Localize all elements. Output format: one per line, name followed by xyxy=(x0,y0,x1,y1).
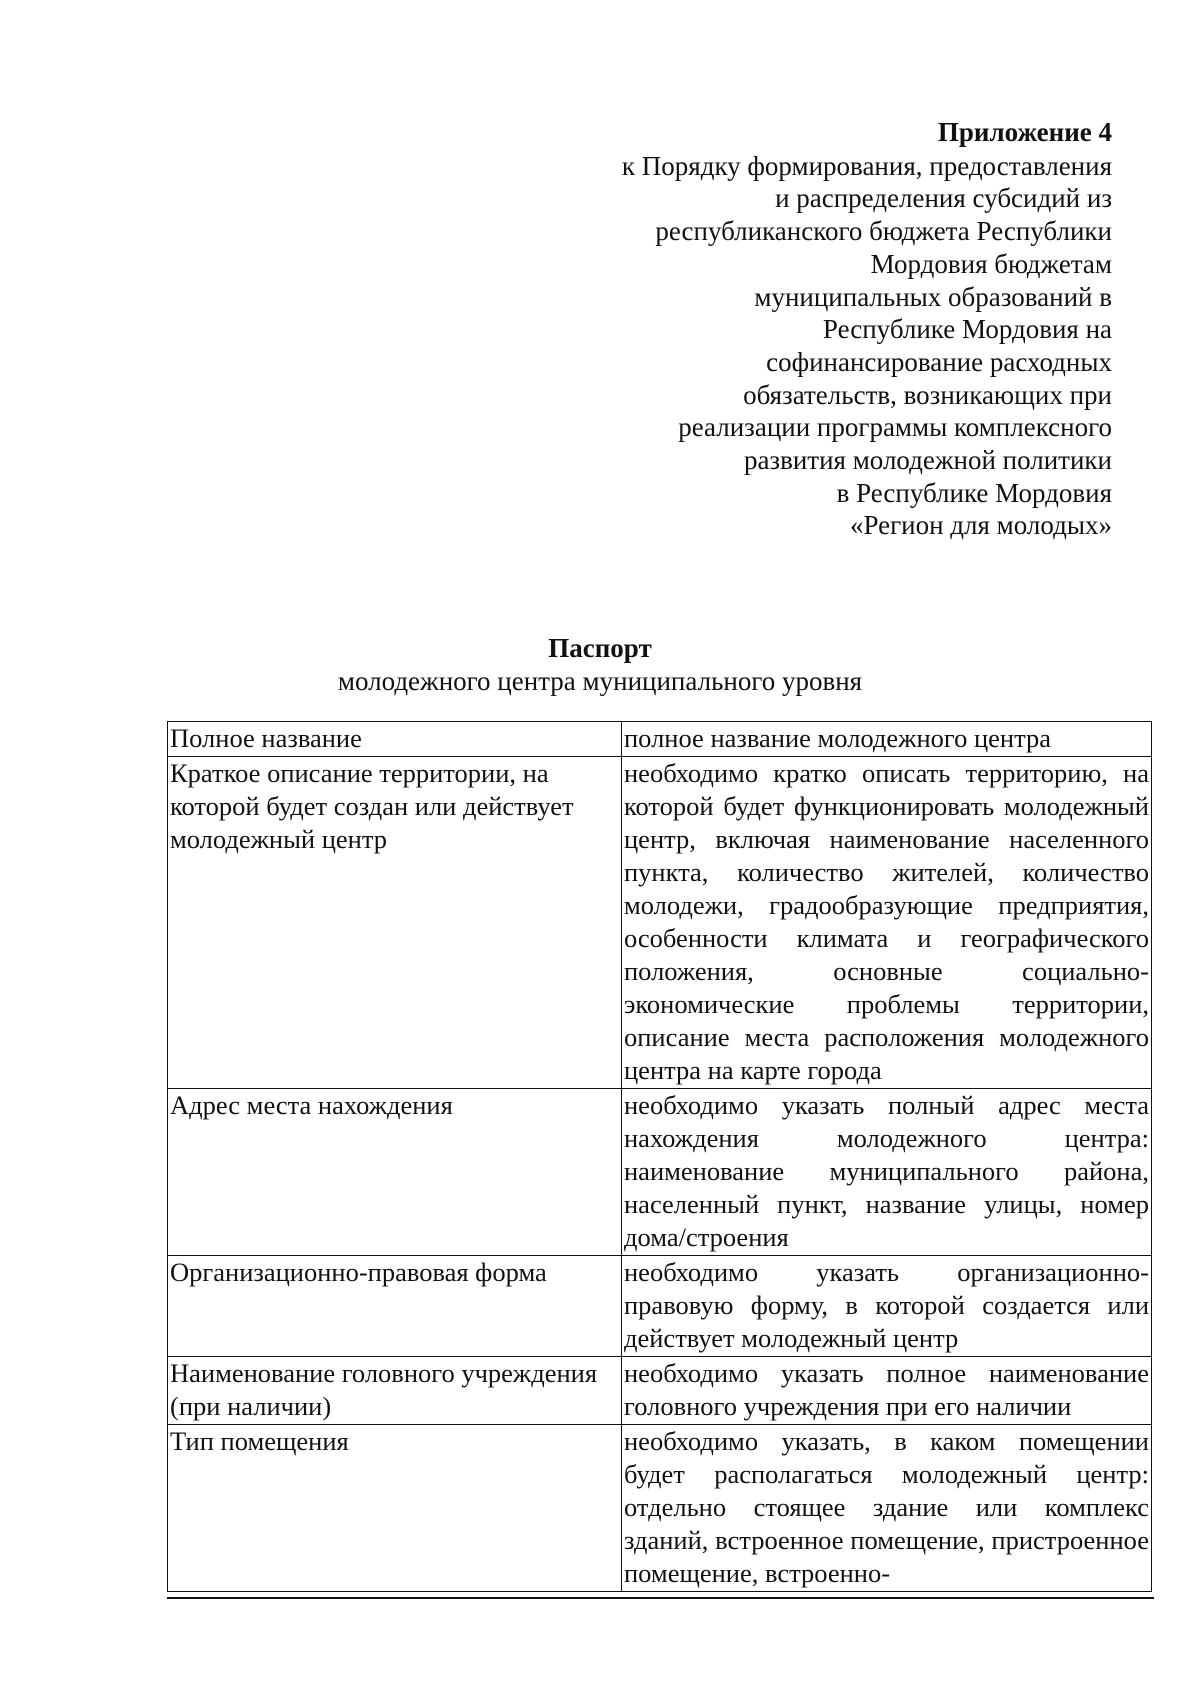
appendix-line: и распределения субсидий из xyxy=(775,183,1112,214)
appendix-line: развития молодежной политики xyxy=(743,445,1112,476)
appendix-line: Мордовия бюджетам xyxy=(870,248,1112,279)
row-value: необходимо указать полное наименование головного учреждения при его наличии xyxy=(622,1357,1152,1425)
passport-subtitle: молодежного центра муниципального уровня xyxy=(337,666,863,696)
row-value: полное название молодежного центра xyxy=(622,722,1152,757)
row-value: необходимо кратко описать территорию, на которой будет функционировать молодежный центр, включая наименование населенного пункта, количество жителей, количество молодежи, градообразующие предприятия, особенности климата и географического положения, основные социально-экономические проблемы территории, описание места расположения молодежного центра на карте города xyxy=(622,757,1152,1089)
appendix-line: муниципальных образований в xyxy=(754,281,1112,312)
row-label: Адрес места нахождения xyxy=(168,1089,622,1256)
table-row xyxy=(168,1256,1152,1357)
table-row xyxy=(168,1357,1152,1425)
appendix-line: «Регион для молодых» xyxy=(849,510,1112,541)
table-row xyxy=(168,722,1152,757)
table-row xyxy=(168,1089,1152,1256)
row-label: Организационно-правовая форма xyxy=(168,1256,622,1357)
table-row xyxy=(168,757,1152,1089)
row-value: необходимо указать, в каком помещении будет располагаться молодежный центр: отдельно стоящее здание или комплекс зданий, встроенное помещение, пристроенное помещение, встроенно- xyxy=(622,1425,1152,1592)
row-label: Полное название xyxy=(168,722,622,757)
row-label: Наименование головного учреждения (при наличии) xyxy=(168,1357,622,1425)
row-label: Тип помещения xyxy=(168,1425,622,1592)
table-cut-border xyxy=(167,1597,1154,1599)
appendix-line: обязательств, возникающих при xyxy=(743,379,1112,410)
appendix-line: к Порядку формирования, предоставления xyxy=(621,150,1112,181)
appendix-line: софинансирование расходных xyxy=(766,346,1112,377)
page-bottom-margin xyxy=(0,1599,1200,1705)
appendix-line: реализации программы комплексного xyxy=(678,412,1112,443)
passport-title: Паспорт xyxy=(548,633,652,663)
row-label: Краткое описание территории, на которой будет создан или действует молодежный центр xyxy=(168,757,622,1089)
appendix-heading: Приложение 4 xyxy=(937,117,1112,147)
appendix-block xyxy=(552,116,1112,542)
appendix-line: в Республике Мордовия xyxy=(836,477,1112,508)
table-row xyxy=(168,1425,1152,1592)
row-value: необходимо указать организационно-правовую форму, в которой создается или действует молодежный центр xyxy=(622,1256,1152,1357)
row-value: необходимо указать полный адрес места нахождения молодежного центра: наименование муниципального района, населенный пункт, название улицы, номер дома/строения xyxy=(622,1089,1152,1256)
appendix-line: республиканского бюджета Республики xyxy=(655,216,1112,247)
passport-table xyxy=(167,721,1152,1592)
appendix-line: Республике Мордовия на xyxy=(822,314,1112,345)
